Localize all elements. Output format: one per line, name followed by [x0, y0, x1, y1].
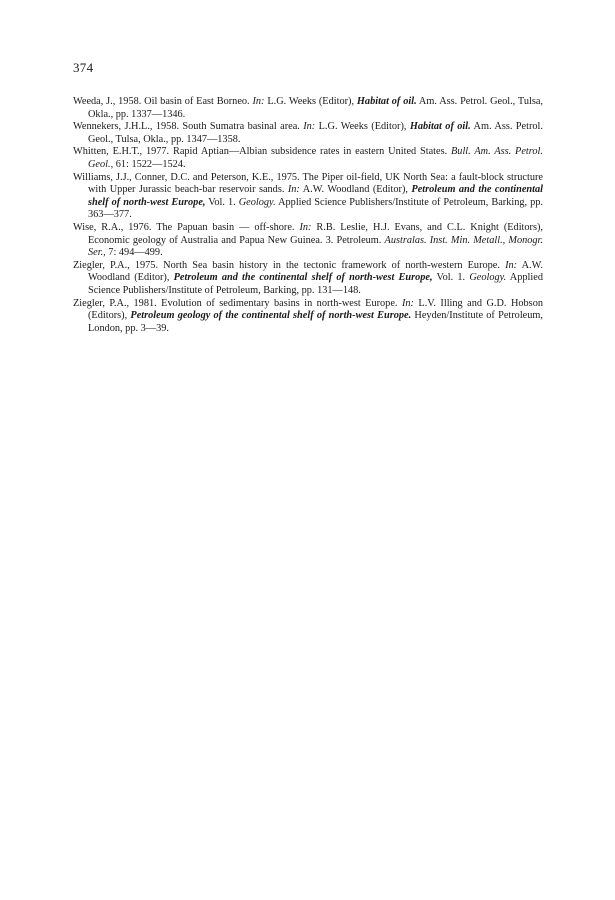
- reference-text: Am. Ass. Petrol. Geol., Tulsa, Okla., pp. 1337—1346.: [88, 96, 543, 120]
- reference-entry: [73, 298, 543, 336]
- reference-text: Williams, J.J., Conner, D.C. and Peterson, K.E., 1975. The Piper oil-field, UK North Sea: a fault-block structure with Upper Jurassic beach-bar reservoir sands.: [73, 171, 543, 196]
- reference-text: 7: 494—499.: [105, 247, 163, 259]
- reference-text: Applied Science Publishers/Institute of Petroleum, Barking, pp. 131—148.: [88, 272, 543, 296]
- reference-italic-text: Habitat of oil.: [356, 96, 417, 107]
- reference-text: Vol. 1.: [432, 272, 470, 284]
- reference-text: Vol. 1.: [205, 196, 239, 208]
- reference-entry: [73, 121, 543, 146]
- reference-text: Applied Science Publishers/Institute of Petroleum, Barking, pp. 363—377.: [88, 196, 543, 221]
- reference-text: 61: 1522—1524.: [113, 158, 186, 170]
- reference-text: Ziegler, P.A., 1981. Evolution of sedimentary basins in north-west Europe.: [73, 297, 402, 309]
- reference-italic-text: Habitat of oil.: [409, 121, 471, 133]
- reference-italic-text: Geology.: [469, 272, 507, 284]
- reference-text: R.B. Leslie, H.J. Evans, and C.L. Knight (Editors), Economic geology of Australia and Papua New Guinea. 3. Petroleum.: [88, 221, 544, 246]
- reference-italic-text: In:: [303, 121, 316, 133]
- reference-text: Ziegler, P.A., 1975. North Sea basin history in the tectonic framework of north-western Europe.: [73, 259, 506, 271]
- reference-text: L.G. Weeks (Editor),: [315, 121, 410, 133]
- reference-italic-text: In:: [287, 184, 300, 196]
- reference-italic-text: Geology.: [238, 196, 276, 208]
- reference-italic-text: In:: [401, 297, 414, 309]
- reference-text: L.V. Illing and G.D. Hobson (Editors),: [88, 297, 543, 322]
- reference-italic-text: In:: [505, 259, 518, 271]
- reference-italic-text: Australas. Inst. Min. Metall., Monogr. Ser.,: [88, 234, 543, 259]
- reference-entry: [73, 146, 543, 171]
- reference-entry: [73, 96, 543, 121]
- reference-entry: [73, 172, 543, 222]
- reference-text: A.W. Woodland (Editor),: [299, 184, 412, 196]
- reference-entry: [73, 260, 543, 298]
- reference-italic-text: In:: [299, 221, 312, 233]
- reference-italic-text: Petroleum and the continental shelf of north-west Europe,: [88, 184, 543, 208]
- reference-entry: [73, 222, 543, 260]
- reference-italic-text: Petroleum geology of the continental shelf of north-west Europe.: [130, 310, 412, 322]
- reference-italic-text: Petroleum and the continental shelf of north-west Europe,: [173, 272, 433, 284]
- reference-list: [73, 96, 543, 335]
- reference-text: A.W. Woodland (Editor),: [88, 259, 543, 284]
- reference-text: Wennekers, J.H.L., 1958. South Sumatra basinal area.: [73, 121, 304, 133]
- reference-text: Am. Ass. Petrol. Geol., Tulsa, Okla., pp. 1347—1358.: [88, 121, 543, 145]
- reference-italic-text: Bull. Am. Ass. Petrol. Geol.,: [88, 146, 543, 170]
- reference-text: Wise, R.A., 1976. The Papuan basin — off-shore.: [73, 221, 300, 233]
- page-number: 374: [73, 60, 94, 75]
- reference-text: L.G. Weeks (Editor),: [264, 96, 357, 107]
- reference-text: Weeda, J., 1958. Oil basin of East Borneo.: [73, 96, 253, 107]
- reference-italic-text: In:: [252, 96, 265, 107]
- reference-text: Whitten, E.H.T., 1977. Rapid Aptian—Albian subsidence rates in eastern United States.: [73, 146, 451, 158]
- reference-text: Heyden/Institute of Petroleum, London, pp. 3—39.: [88, 310, 543, 334]
